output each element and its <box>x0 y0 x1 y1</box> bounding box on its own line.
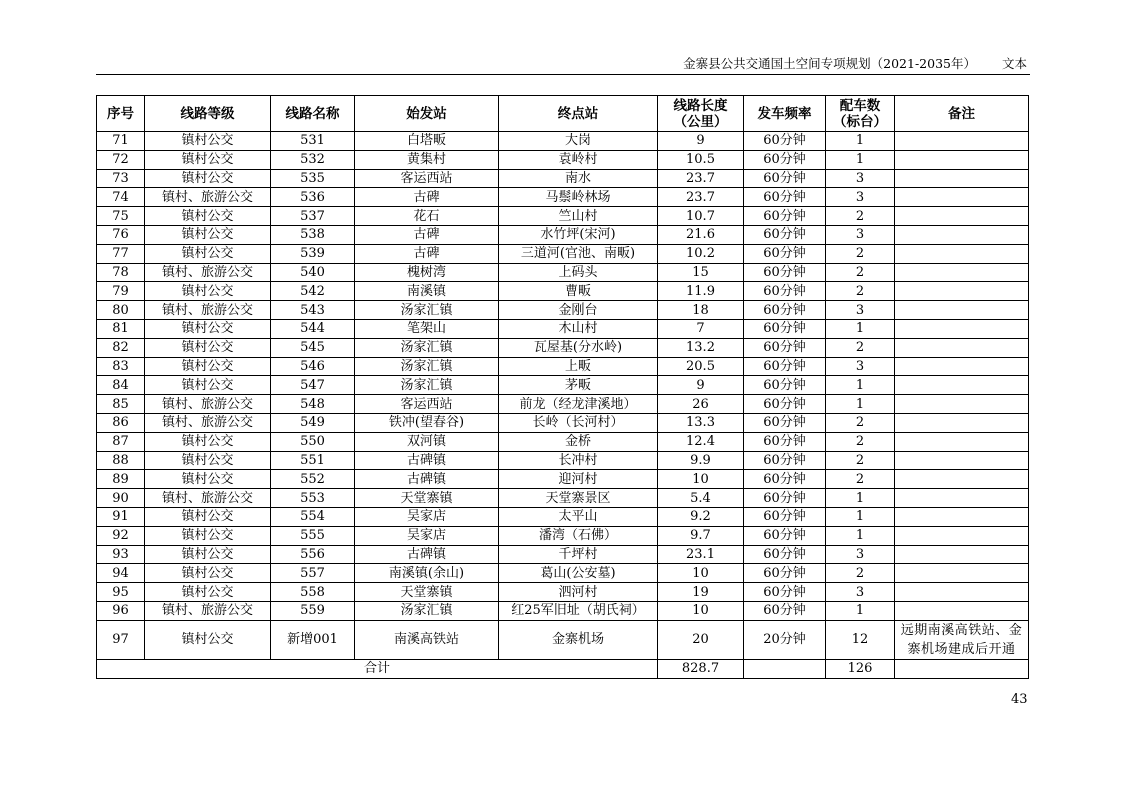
table-row <box>97 376 1029 395</box>
cell-name: 550 <box>271 432 355 451</box>
cell-buses: 3 <box>826 545 895 564</box>
cell-freq: 60分钟 <box>744 376 826 395</box>
cell-end: 袁岭村 <box>499 150 658 169</box>
cell-note <box>895 225 1029 244</box>
cell-note <box>895 319 1029 338</box>
header-end: 终点站 <box>499 96 658 132</box>
table-row <box>97 263 1029 282</box>
cell-name: 539 <box>271 244 355 263</box>
cell-note <box>895 526 1029 545</box>
cell-freq: 60分钟 <box>744 470 826 489</box>
cell-start: 客运西站 <box>355 395 499 414</box>
table-row <box>97 207 1029 226</box>
cell-freq: 60分钟 <box>744 207 826 226</box>
cell-buses: 2 <box>826 244 895 263</box>
cell-name: 537 <box>271 207 355 226</box>
cell-freq: 60分钟 <box>744 169 826 188</box>
cell-freq: 60分钟 <box>744 282 826 301</box>
cell-freq: 60分钟 <box>744 451 826 470</box>
cell-end: 金刚台 <box>499 301 658 320</box>
cell-note <box>895 244 1029 263</box>
cell-freq: 60分钟 <box>744 150 826 169</box>
cell-buses: 2 <box>826 413 895 432</box>
cell-note <box>895 376 1029 395</box>
cell-level: 镇村公交 <box>145 244 271 263</box>
cell-no: 81 <box>97 319 145 338</box>
cell-no: 80 <box>97 301 145 320</box>
cell-note <box>895 451 1029 470</box>
table-row <box>97 150 1029 169</box>
cell-buses: 1 <box>826 601 895 620</box>
cell-end: 太平山 <box>499 507 658 526</box>
cell-start: 汤家汇镇 <box>355 376 499 395</box>
cell-level: 镇村公交 <box>145 132 271 151</box>
table-row <box>97 357 1029 376</box>
cell-buses: 1 <box>826 132 895 151</box>
cell-freq: 60分钟 <box>744 301 826 320</box>
cell-buses: 3 <box>826 188 895 207</box>
table-row <box>97 169 1029 188</box>
cell-end: 马鬃岭林场 <box>499 188 658 207</box>
cell-length: 19 <box>658 583 744 602</box>
cell-no: 91 <box>97 507 145 526</box>
cell-end: 天堂寨景区 <box>499 489 658 508</box>
cell-no: 77 <box>97 244 145 263</box>
cell-no: 79 <box>97 282 145 301</box>
cell-name: 544 <box>271 319 355 338</box>
cell-start: 古碑镇 <box>355 451 499 470</box>
cell-end: 竺山村 <box>499 207 658 226</box>
cell-start: 汤家汇镇 <box>355 357 499 376</box>
header-length-line1: 线路长度 <box>673 97 728 114</box>
cell-no: 71 <box>97 132 145 151</box>
cell-start: 汤家汇镇 <box>355 601 499 620</box>
cell-end: 上码头 <box>499 263 658 282</box>
cell-end: 长冲村 <box>499 451 658 470</box>
cell-start: 黄集村 <box>355 150 499 169</box>
cell-start: 汤家汇镇 <box>355 338 499 357</box>
cell-name: 536 <box>271 188 355 207</box>
cell-level: 镇村公交 <box>145 507 271 526</box>
table-row <box>97 432 1029 451</box>
cell-name: 540 <box>271 263 355 282</box>
cell-name: 558 <box>271 583 355 602</box>
cell-start: 客运西站 <box>355 169 499 188</box>
table-row <box>97 319 1029 338</box>
cell-buses: 2 <box>826 338 895 357</box>
cell-no: 85 <box>97 395 145 414</box>
cell-start: 南溪镇(余山) <box>355 564 499 583</box>
cell-level: 镇村、旅游公交 <box>145 188 271 207</box>
cell-buses: 2 <box>826 451 895 470</box>
cell-note <box>895 132 1029 151</box>
cell-freq: 60分钟 <box>744 319 826 338</box>
cell-start: 铁冲(望春谷) <box>355 413 499 432</box>
cell-start: 双河镇 <box>355 432 499 451</box>
cell-end: 红25军旧址（胡氏祠） <box>499 601 658 620</box>
cell-buses: 1 <box>826 150 895 169</box>
document-title: 金寨县公共交通国土空间专项规划（2021-2035年） <box>683 56 976 71</box>
cell-no: 82 <box>97 338 145 357</box>
cell-end: 水竹坪(宋河) <box>499 225 658 244</box>
cell-level: 镇村公交 <box>145 583 271 602</box>
cell-length: 23.7 <box>658 169 744 188</box>
cell-level: 镇村公交 <box>145 470 271 489</box>
cell-start: 吴家店 <box>355 526 499 545</box>
cell-no: 89 <box>97 470 145 489</box>
cell-buses: 3 <box>826 169 895 188</box>
cell-no: 76 <box>97 225 145 244</box>
cell-start: 南溪镇 <box>355 282 499 301</box>
cell-note <box>895 207 1029 226</box>
cell-note <box>895 413 1029 432</box>
header-buses-line2: （标台） <box>833 113 887 130</box>
cell-no: 74 <box>97 188 145 207</box>
table-row <box>97 507 1029 526</box>
cell-no: 92 <box>97 526 145 545</box>
cell-name: 554 <box>271 507 355 526</box>
cell-note <box>895 564 1029 583</box>
table-row <box>97 244 1029 263</box>
cell-buses: 1 <box>826 319 895 338</box>
cell-name: 545 <box>271 338 355 357</box>
cell-start: 吴家店 <box>355 507 499 526</box>
cell-name: 543 <box>271 301 355 320</box>
header-name: 线路名称 <box>271 96 355 132</box>
section-label: 文本 <box>1001 56 1027 71</box>
cell-name: 548 <box>271 395 355 414</box>
cell-name: 549 <box>271 413 355 432</box>
cell-start: 古碑镇 <box>355 545 499 564</box>
header-length <box>658 96 744 132</box>
table-row <box>97 301 1029 320</box>
cell-length: 23.1 <box>658 545 744 564</box>
cell-length: 10.2 <box>658 244 744 263</box>
cell-note: 远期南溪高铁站、金寨机场建成后开通 <box>895 620 1029 659</box>
cell-end: 泗河村 <box>499 583 658 602</box>
cell-no: 72 <box>97 150 145 169</box>
cell-no: 84 <box>97 376 145 395</box>
cell-level: 镇村公交 <box>145 564 271 583</box>
page-header <box>96 52 1030 75</box>
cell-length: 20 <box>658 620 744 659</box>
cell-end: 南水 <box>499 169 658 188</box>
header-buses-line1: 配车数 <box>839 97 881 114</box>
cell-freq: 60分钟 <box>744 526 826 545</box>
cell-buses: 1 <box>826 489 895 508</box>
table-row <box>97 470 1029 489</box>
cell-buses: 3 <box>826 357 895 376</box>
cell-length: 9.7 <box>658 526 744 545</box>
cell-freq: 60分钟 <box>744 564 826 583</box>
cell-start: 古碑 <box>355 244 499 263</box>
header-start: 始发站 <box>355 96 499 132</box>
cell-freq: 60分钟 <box>744 244 826 263</box>
cell-length: 20.5 <box>658 357 744 376</box>
table-header-row <box>97 96 1029 132</box>
cell-name: 532 <box>271 150 355 169</box>
cell-freq: 60分钟 <box>744 338 826 357</box>
cell-name: 535 <box>271 169 355 188</box>
table-row <box>97 545 1029 564</box>
cell-length: 7 <box>658 319 744 338</box>
table-row <box>97 132 1029 151</box>
cell-no: 75 <box>97 207 145 226</box>
cell-buses: 2 <box>826 263 895 282</box>
cell-length: 23.7 <box>658 188 744 207</box>
cell-level: 镇村公交 <box>145 282 271 301</box>
total-length: 828.7 <box>658 659 744 678</box>
cell-length: 11.9 <box>658 282 744 301</box>
cell-end: 木山村 <box>499 319 658 338</box>
cell-note <box>895 188 1029 207</box>
cell-level: 镇村公交 <box>145 150 271 169</box>
cell-no: 73 <box>97 169 145 188</box>
cell-buses: 1 <box>826 376 895 395</box>
cell-end: 大岗 <box>499 132 658 151</box>
cell-buses: 3 <box>826 225 895 244</box>
cell-buses: 2 <box>826 207 895 226</box>
cell-name: 551 <box>271 451 355 470</box>
cell-length: 10 <box>658 564 744 583</box>
cell-level: 镇村、旅游公交 <box>145 413 271 432</box>
cell-note <box>895 489 1029 508</box>
cell-no: 86 <box>97 413 145 432</box>
cell-buses: 1 <box>826 526 895 545</box>
cell-length: 18 <box>658 301 744 320</box>
cell-level: 镇村公交 <box>145 376 271 395</box>
cell-level: 镇村公交 <box>145 451 271 470</box>
total-buses: 126 <box>826 659 895 678</box>
cell-level: 镇村、旅游公交 <box>145 301 271 320</box>
cell-freq: 60分钟 <box>744 583 826 602</box>
cell-freq: 20分钟 <box>744 620 826 659</box>
cell-no: 90 <box>97 489 145 508</box>
cell-name: 547 <box>271 376 355 395</box>
cell-note <box>895 601 1029 620</box>
cell-length: 9 <box>658 132 744 151</box>
cell-note <box>895 263 1029 282</box>
cell-freq: 60分钟 <box>744 413 826 432</box>
table-row <box>97 583 1029 602</box>
cell-buses: 2 <box>826 470 895 489</box>
cell-name: 555 <box>271 526 355 545</box>
table-row <box>97 338 1029 357</box>
cell-start: 天堂寨镇 <box>355 489 499 508</box>
cell-length: 15 <box>658 263 744 282</box>
cell-freq: 60分钟 <box>744 545 826 564</box>
cell-start: 槐树湾 <box>355 263 499 282</box>
cell-name: 新增001 <box>271 620 355 659</box>
header-note: 备注 <box>895 96 1029 132</box>
cell-end: 长岭（长河村） <box>499 413 658 432</box>
cell-buses: 2 <box>826 282 895 301</box>
table-row <box>97 188 1029 207</box>
cell-end: 千坪村 <box>499 545 658 564</box>
cell-level: 镇村公交 <box>145 338 271 357</box>
table-row <box>97 564 1029 583</box>
header-freq: 发车频率 <box>744 96 826 132</box>
cell-no: 88 <box>97 451 145 470</box>
cell-buses: 1 <box>826 395 895 414</box>
cell-end: 迎河村 <box>499 470 658 489</box>
cell-end: 瓦屋基(分水岭) <box>499 338 658 357</box>
cell-level: 镇村公交 <box>145 357 271 376</box>
header-no: 序号 <box>97 96 145 132</box>
cell-name: 553 <box>271 489 355 508</box>
cell-name: 559 <box>271 601 355 620</box>
cell-start: 南溪高铁站 <box>355 620 499 659</box>
cell-note <box>895 583 1029 602</box>
cell-no: 97 <box>97 620 145 659</box>
cell-note <box>895 507 1029 526</box>
cell-freq: 60分钟 <box>744 132 826 151</box>
cell-name: 542 <box>271 282 355 301</box>
cell-length: 21.6 <box>658 225 744 244</box>
cell-note <box>895 545 1029 564</box>
cell-freq: 60分钟 <box>744 225 826 244</box>
cell-level: 镇村公交 <box>145 225 271 244</box>
cell-level: 镇村公交 <box>145 169 271 188</box>
bus-route-table <box>96 95 1029 679</box>
cell-no: 83 <box>97 357 145 376</box>
cell-length: 12.4 <box>658 432 744 451</box>
cell-note <box>895 338 1029 357</box>
cell-length: 5.4 <box>658 489 744 508</box>
header-level: 线路等级 <box>145 96 271 132</box>
cell-length: 9.9 <box>658 451 744 470</box>
cell-freq: 60分钟 <box>744 507 826 526</box>
cell-length: 9.2 <box>658 507 744 526</box>
cell-start: 古碑 <box>355 225 499 244</box>
cell-buses: 2 <box>826 564 895 583</box>
cell-name: 531 <box>271 132 355 151</box>
cell-name: 552 <box>271 470 355 489</box>
cell-buses: 3 <box>826 301 895 320</box>
cell-level: 镇村、旅游公交 <box>145 395 271 414</box>
cell-end: 前龙（经龙津溪地） <box>499 395 658 414</box>
cell-length: 10 <box>658 601 744 620</box>
cell-buses: 1 <box>826 507 895 526</box>
table-row <box>97 395 1029 414</box>
cell-length: 26 <box>658 395 744 414</box>
table-row <box>97 225 1029 244</box>
total-label: 合计 <box>97 659 658 678</box>
header-length-line2: （公里） <box>673 113 728 130</box>
table-row <box>97 526 1029 545</box>
header-buses <box>826 96 895 132</box>
cell-freq: 60分钟 <box>744 489 826 508</box>
page-number: 43 <box>1011 692 1028 707</box>
cell-buses: 3 <box>826 583 895 602</box>
cell-no: 87 <box>97 432 145 451</box>
cell-start: 汤家汇镇 <box>355 301 499 320</box>
cell-end: 上畈 <box>499 357 658 376</box>
total-note-empty <box>895 659 1029 678</box>
cell-end: 三道河(官池、南畈) <box>499 244 658 263</box>
cell-name: 546 <box>271 357 355 376</box>
cell-freq: 60分钟 <box>744 432 826 451</box>
cell-note <box>895 150 1029 169</box>
cell-freq: 60分钟 <box>744 263 826 282</box>
table-row <box>97 413 1029 432</box>
cell-level: 镇村公交 <box>145 545 271 564</box>
table-row <box>97 620 1029 659</box>
cell-level: 镇村公交 <box>145 526 271 545</box>
cell-end: 金桥 <box>499 432 658 451</box>
cell-note <box>895 357 1029 376</box>
cell-note <box>895 470 1029 489</box>
cell-end: 茅畈 <box>499 376 658 395</box>
cell-note <box>895 282 1029 301</box>
cell-no: 94 <box>97 564 145 583</box>
cell-start: 花石 <box>355 207 499 226</box>
cell-level: 镇村、旅游公交 <box>145 263 271 282</box>
cell-length: 9 <box>658 376 744 395</box>
cell-name: 557 <box>271 564 355 583</box>
cell-name: 538 <box>271 225 355 244</box>
cell-end: 金寨机场 <box>499 620 658 659</box>
cell-start: 古碑 <box>355 188 499 207</box>
cell-buses: 2 <box>826 432 895 451</box>
total-row <box>97 659 1029 678</box>
cell-end: 潘湾（石佛） <box>499 526 658 545</box>
cell-note <box>895 432 1029 451</box>
cell-no: 93 <box>97 545 145 564</box>
cell-level: 镇村公交 <box>145 207 271 226</box>
cell-length: 10 <box>658 470 744 489</box>
table-row <box>97 601 1029 620</box>
cell-level: 镇村、旅游公交 <box>145 489 271 508</box>
cell-no: 78 <box>97 263 145 282</box>
cell-note <box>895 169 1029 188</box>
total-freq-empty <box>744 659 826 678</box>
cell-start: 天堂寨镇 <box>355 583 499 602</box>
cell-freq: 60分钟 <box>744 395 826 414</box>
cell-length: 10.7 <box>658 207 744 226</box>
cell-note <box>895 301 1029 320</box>
cell-start: 笔架山 <box>355 319 499 338</box>
table-row <box>97 282 1029 301</box>
cell-no: 95 <box>97 583 145 602</box>
cell-no: 96 <box>97 601 145 620</box>
cell-start: 白塔畈 <box>355 132 499 151</box>
cell-freq: 60分钟 <box>744 601 826 620</box>
cell-length: 13.2 <box>658 338 744 357</box>
cell-level: 镇村公交 <box>145 432 271 451</box>
table-row <box>97 489 1029 508</box>
cell-name: 556 <box>271 545 355 564</box>
cell-end: 葛山(公安墓) <box>499 564 658 583</box>
cell-length: 10.5 <box>658 150 744 169</box>
table-body <box>97 132 1029 679</box>
cell-freq: 60分钟 <box>744 357 826 376</box>
cell-end: 曹畈 <box>499 282 658 301</box>
cell-length: 13.3 <box>658 413 744 432</box>
cell-level: 镇村、旅游公交 <box>145 601 271 620</box>
cell-freq: 60分钟 <box>744 188 826 207</box>
cell-note <box>895 395 1029 414</box>
cell-level: 镇村公交 <box>145 620 271 659</box>
cell-start: 古碑镇 <box>355 470 499 489</box>
table-row <box>97 451 1029 470</box>
cell-buses: 12 <box>826 620 895 659</box>
cell-level: 镇村公交 <box>145 319 271 338</box>
